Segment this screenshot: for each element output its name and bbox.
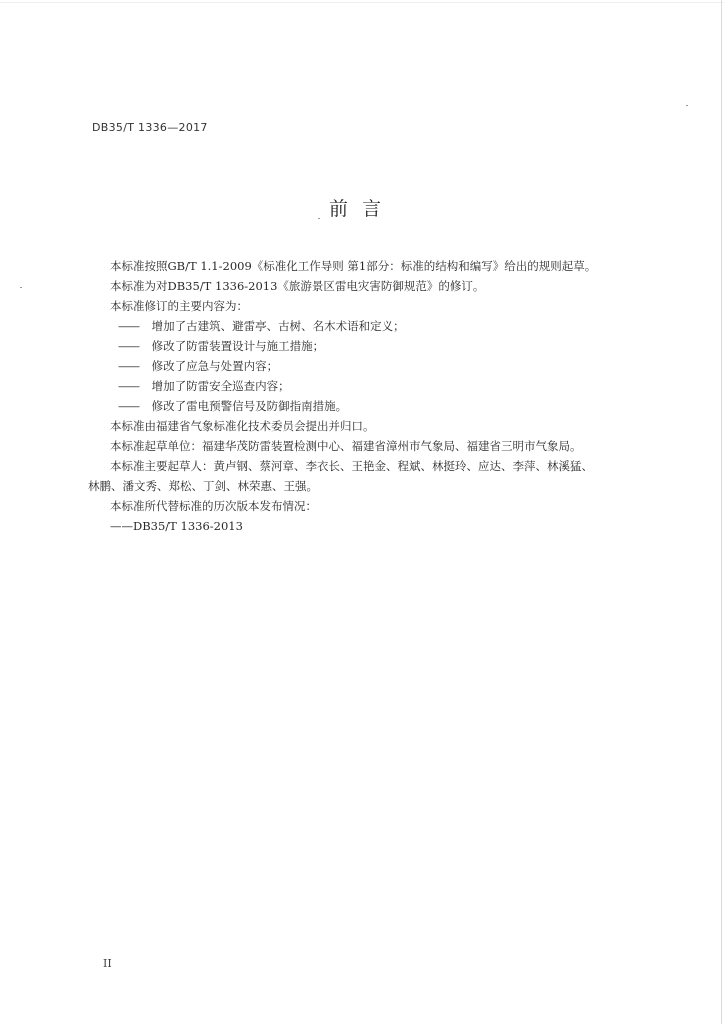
change-list-item [88, 316, 648, 336]
page-number: II [103, 957, 112, 970]
foreword-body [88, 256, 648, 536]
change-text: 增加了古建筑、避雷亭、古树、名木术语和定义； [151, 319, 405, 333]
paragraph-main-changes-intro: 本标准修订的主要内容为： [110, 299, 248, 313]
change-text: 修改了应急与处置内容； [151, 359, 279, 373]
change-list-item [88, 376, 648, 396]
change-list-item [88, 396, 648, 416]
standard-code: DB35/T 1336—2017 [92, 121, 208, 134]
em-dash: —— [118, 339, 139, 353]
paragraph-drafters: 本标准主要起草人：黄卢钢、蔡河章、李衣长、王艳金、程斌、林挺玲、应达、李萍、林溪猛、 [110, 459, 593, 473]
change-list-item [88, 336, 648, 356]
scan-speck [20, 287, 22, 288]
previous-version-item: ——DB35/T 1336-2013 [110, 519, 243, 533]
paragraph-revision-of: 本标准为对DB35/T 1336-2013《旅游景区雷电灾害防御规范》的修订。 [110, 279, 485, 293]
em-dash: —— [118, 379, 139, 393]
paragraph-proposer: 本标准由福建省气象标准化技术委员会提出并归口。 [110, 419, 375, 433]
change-text: 修改了防雷装置设计与施工措施； [151, 339, 325, 353]
scan-edge-top [0, 2, 724, 3]
em-dash: —— [118, 319, 139, 333]
paragraph-drafting-units: 本标准起草单位：福建华茂防雷装置检测中心、福建省漳州市气象局、福建省三明市气象局。 [110, 439, 582, 453]
em-dash: —— [118, 359, 139, 373]
paragraph-drafting-rules: 本标准按照GB/T 1.1-2009《标准化工作导则 第1部分：标准的结构和编写》给出的规则起草。 [110, 259, 597, 273]
page-title: 前言 [328, 198, 395, 220]
scan-edge-right [721, 0, 722, 1024]
change-text: 修改了雷电预警信号及防御指南措施。 [151, 399, 348, 413]
em-dash: —— [118, 399, 139, 413]
change-text: 增加了防雷安全巡查内容； [151, 379, 290, 393]
scan-speck [686, 105, 688, 106]
change-list-item [88, 356, 648, 376]
paragraph-previous-versions: 本标准所代替标准的历次版本发布情况： [110, 499, 317, 513]
paragraph-drafters-continued: 林鹏、潘文秀、郑松、丁剑、林荣惠、王强。 [88, 479, 318, 493]
